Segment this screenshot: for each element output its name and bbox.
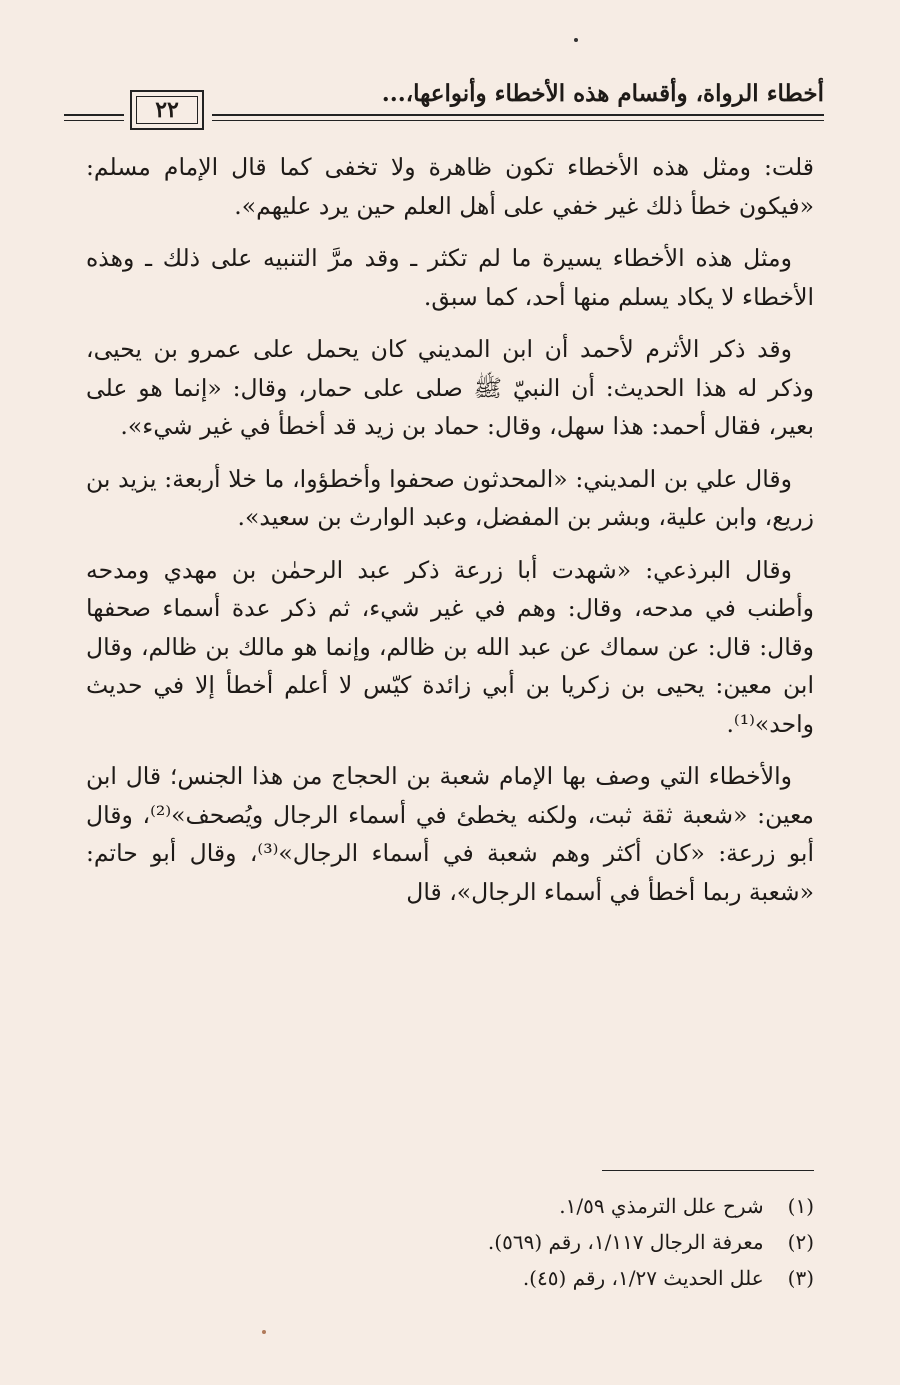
- paragraph-4: وقال علي بن المديني: «المحدثون صحفوا وأخطؤوا، ما خلا أربعة: يزيد بن زريع، وابن علية، وبشر بن المفضل، وعبد الوارث بن سعيد».: [86, 464, 814, 531]
- footnote-text: معرفة الرجال ١/١١٧، رقم (٥٦٩).: [487, 1230, 764, 1254]
- header-rule-left: [64, 114, 124, 116]
- ink-speck: [574, 38, 578, 42]
- footnotes: [86, 1188, 814, 1296]
- header-rule-left-thin: [64, 120, 124, 121]
- footnote-number: (٢): [787, 1230, 814, 1254]
- main-text: [86, 148, 814, 925]
- footnote-1: [86, 1188, 814, 1224]
- page-number-frame: [130, 90, 204, 130]
- paragraph-5: وقال البرذعي: «شهدت أبا زرعة ذكر عبد الرحمٰن بن مهدي ومدحه وأطنب في مدحه، وقال: وهم في غير شيء، ثم ذكر عدة أسماء صحفها وقال: قال: عن سماك عن عبد الله بن ظالم، وإنما هو مالك بن ظالم، وقال ابن معين: يحيى بن زكريا بن أبي زائدة كيّس لا أعلم أخطأ إلا في حديث واحد»⁽¹⁾.: [86, 555, 814, 738]
- paragraph-3: وقد ذكر الأثرم لأحمد أن ابن المديني كان يحمل على عمرو بن يحيى، وذكر له هذا الحديث: أن النبيّ ﷺ صلى على حمار، وقال: «إنما هو على بعير، فقال أحمد: هذا سهل، وقال: حماد بن زيد قد أخطأ في غير شيء».: [86, 335, 814, 440]
- footnote-3: [86, 1260, 814, 1296]
- paragraph-2: ومثل هذه الأخطاء يسيرة ما لم تكثر ـ وقد مرَّ التنبيه على ذلك ـ وهذه الأخطاء لا يكاد يسلم منها أحد، كما سبق.: [86, 244, 814, 311]
- paragraph-6: والأخطاء التي وصف بها الإمام شعبة بن الحجاج من هذا الجنس؛ قال ابن معين: «شعبة ثقة ثبت، ولكنه يخطئ في أسماء الرجال ويُصحف»⁽²⁾، وقال أبو زرعة: «كان أكثر وهم شعبة في أسماء الرجال»⁽³⁾، وقال أبو حاتم: «شعبة ربما أخطأ في أسماء الرجال»، قال: [86, 762, 815, 906]
- footnote-number: (١): [787, 1194, 814, 1218]
- page-number: ٢٢: [155, 97, 179, 123]
- footnote-text: شرح علل الترمذي ١/٥٩.: [559, 1194, 764, 1218]
- paragraph-1: قلت: ومثل هذه الأخطاء تكون ظاهرة ولا تخفى كما قال الإمام مسلم: «فيكون خطأ ذلك غير خفي على أهل العلم حين يرد عليهم».: [86, 153, 814, 220]
- footnote-2: [86, 1224, 814, 1260]
- ink-speck: [262, 1330, 266, 1334]
- running-title: أخطاء الرواة، وأقسام هذه الأخطاء وأنواعها،...: [381, 80, 824, 107]
- footnote-number: (٣): [787, 1266, 814, 1290]
- footnote-separator: [602, 1170, 814, 1171]
- footnote-text: علل الحديث ١/٢٧، رقم (٤٥).: [522, 1266, 764, 1290]
- header-rule-thin: [212, 120, 824, 121]
- page-header: [64, 78, 824, 134]
- header-rule: [212, 114, 824, 116]
